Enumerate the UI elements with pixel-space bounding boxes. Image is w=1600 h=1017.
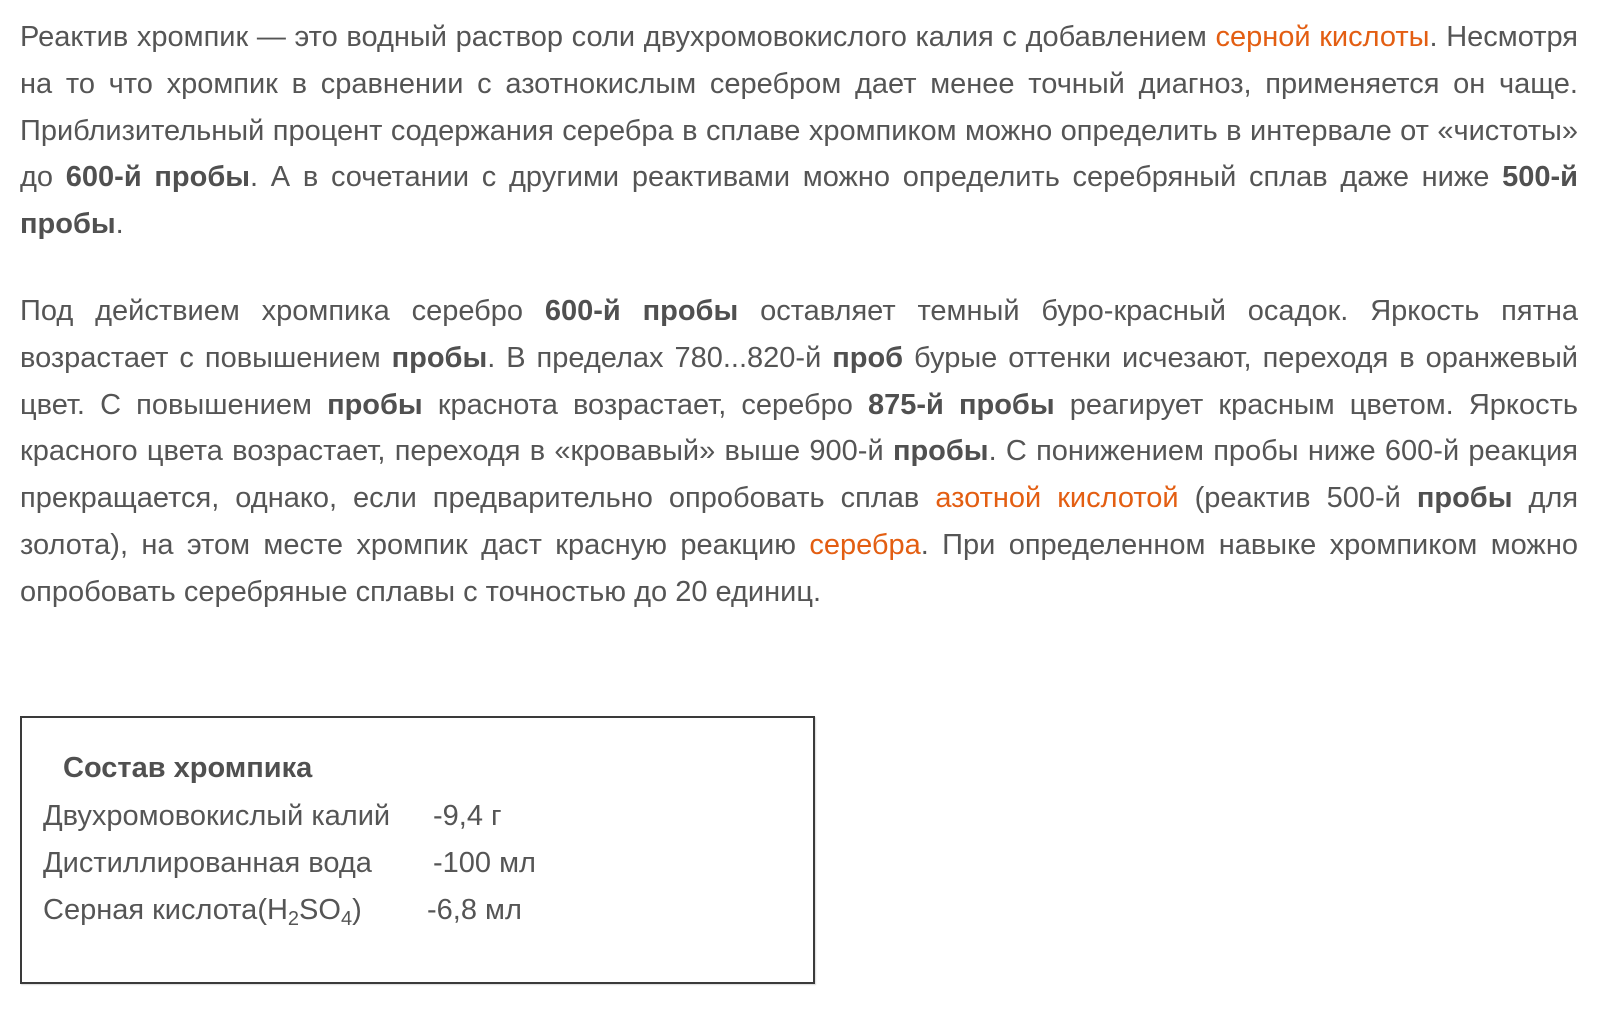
ingredient-name [43,890,362,930]
text-span: . А в сочетании с другими реактивами можно определить серебряный сплав даже ниже [250,161,1503,194]
text-span: бурые оттенки исчезают, переходя в оранжевый цвет. С повышением [20,341,1579,421]
bold-probes: проб [832,341,904,374]
text-span: . [115,208,124,241]
text-span: . С понижением пробы ниже 600-й реакция прекращается, однако, если предварительно опробовать сплав [20,435,1578,515]
ingredient-name: Дистиллированная вода [43,847,372,879]
formula-prefix: Серная кислота(H [43,894,288,926]
bold-probe-875: 875-й пробы [867,388,1055,421]
composition-row [43,796,502,836]
text-span: Под действием хромпика серебро [20,294,545,327]
text-span: для золота), на этом месте хромпик даст красную реакцию [20,482,1579,561]
text-span: реагирует красным цветом. Яркость красного цвета возрастает, переходя в «кровавый» выше 900-й [20,388,1578,468]
bold-probe-600: 600-й пробы [544,294,739,327]
bold-probe-600: 600-й пробы [65,161,250,194]
paragraph-intro [20,14,1578,248]
formula-suffix: ) [352,894,362,926]
subscript: 4 [340,908,353,930]
bold-probe: пробы [1416,482,1513,515]
composition-box [20,716,815,984]
text-span: . В пределах 780...820-й [487,341,833,374]
text-span: краснота возрастает, серебро [422,388,868,421]
bold-probe: пробы [892,435,989,468]
link-sulfuric-acid[interactable]: серной кислоты [1215,21,1430,53]
ingredient-amount: -100 мл [433,847,536,879]
text-span: оставляет темный буро-красный осадок. Яркость пятна возрастает с повышением [20,294,1578,374]
text-span: . Несмотря на то что хромпик в сравнении с азотнокислым серебром дает менее точный диагноз, применяется он чаще. Приблизительный процент содержания серебра в сплаве хромпиком можно определить в интервале от «чистоты» до [20,21,1578,194]
paragraph-reaction [20,288,1578,616]
bold-probe-500: 500-й пробы [20,161,1578,241]
text-span: . При определенном навыке хромпиком можно опробовать серебряные сплавы с точностью до 20 единиц. [20,528,1578,608]
composition-row [43,843,536,883]
ingredient-amount: -9,4 г [433,800,502,832]
composition-row [43,890,522,930]
text-span: (реактив 500-й [1178,482,1417,515]
ingredient-name: Двухромовокислый калий [43,800,391,832]
text-span: Реактив хромпик — это водный раствор соли двухромовокислого калия с добавлением [20,21,1216,53]
composition-title: Состав хромпика [63,752,313,784]
bold-probe: пробы [327,388,423,421]
link-nitric-acid[interactable]: азотной кислотой [935,482,1179,515]
article-body [20,14,1578,616]
link-silver[interactable]: серебра [809,528,921,561]
ingredient-amount: -6,8 мл [427,894,522,926]
bold-probe: пробы [391,341,488,374]
formula-mid: SO [299,894,341,926]
subscript: 2 [287,908,300,930]
